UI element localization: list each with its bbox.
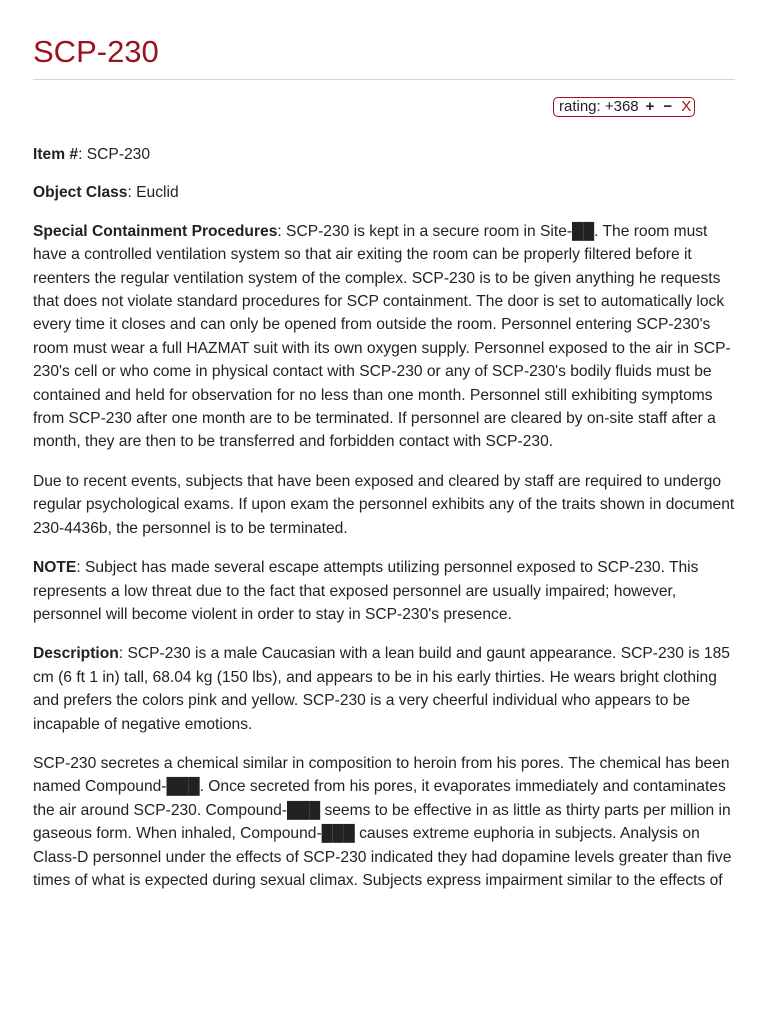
item-number-separator: : [78,146,87,163]
title-divider [33,79,735,80]
item-number-paragraph [33,143,735,166]
description-separator: : [118,645,128,663]
note-paragraph [33,556,735,626]
description-paragraph [33,642,735,736]
containment-separator: : [277,222,287,240]
page-title: SCP-230 [33,34,159,69]
object-class-separator: : [127,184,137,202]
note-label: NOTE [33,559,77,577]
article-content [33,143,735,908]
containment-paragraph [33,220,735,454]
object-class-value: Euclid [136,184,179,202]
object-class-label: Object Class [33,184,128,202]
rating-widget [553,97,695,117]
object-class-paragraph [33,181,735,204]
item-number-value: SCP-230 [86,146,151,163]
note-text: Subject has made several escape attempts utilizing personnel exposed to SCP-230. This represents a low threat due to the fact that exposed personnel are usually impaired; however, personnel will become violent in order to stay in SCP-230's presence. [33,559,699,623]
note-separator: : [76,559,85,577]
rate-cancel-button[interactable]: X [681,98,692,115]
description-text: SCP-230 is a male Caucasian with a lean build and gaunt appearance. SCP-230 is 185 cm (6 ft 1 in) tall, 68.04 kg (150 lbs), and appears to be in his early thirties. He wears bright clothing and prefers the colors pink and yellow. SCP-230 is a very cheerful individual who appears to be incapable of negative emotions. [33,645,730,733]
description-label: Description [33,645,119,663]
rate-up-button[interactable]: + [645,98,655,115]
recent-events-paragraph: Due to recent events, subjects that have been exposed and cleared by staff are required to undergo regular psychological exams. If upon exam the personnel exhibits any of the traits shown in document 230-4436b, the personnel is to be terminated. [33,472,735,537]
secretion-paragraph: SCP-230 secretes a chemical similar in composition to heroin from his pores. The chemical has been named Compound-███. Once secreted from his pores, it evaporates immediately and contaminates the air around SCP-230. Compound-███ seems to be effective in as little as thirty parts per million in gaseous form. When inhaled, Compound-███ causes extreme euphoria in subjects. Analysis on Class-D personnel under the effects of SCP-230 indicated they had dopamine levels greater than five times of what is expected during sexual climax. Subjects express impairment similar to the effects of [33,754,732,889]
containment-text: SCP-230 is kept in a secure room in Site-██. The room must have a controlled ventilation system so that air exiting the room can be properly filtered before it reenters the regular ventilation system of the complex. SCP-230 is to be given anything he requests that does not violate standard procedures for SCP containment. The door is set to automatically lock every time it closes and can only be opened from outside the room. Personnel entering SCP-230's room must wear a full HAZMAT suit with its own oxygen supply. Personnel exposed to the air in SCP-230's cell or who come in physical contact with SCP-230 or any of SCP-230's bodily fluids must be contained and held for observation for no less than one month. Personnel still exhibiting symptoms from SCP-230 after one month are to be terminated. If personnel are cleared by on-site staff after a month, they are then to be transferred and forbidden contact with SCP-230. [33,222,731,451]
containment-label: Special Containment Procedures [33,222,278,240]
rating-value: rating: +368 [559,98,639,115]
rate-down-button[interactable]: − [663,98,673,115]
item-number-label: Item # [33,146,79,163]
